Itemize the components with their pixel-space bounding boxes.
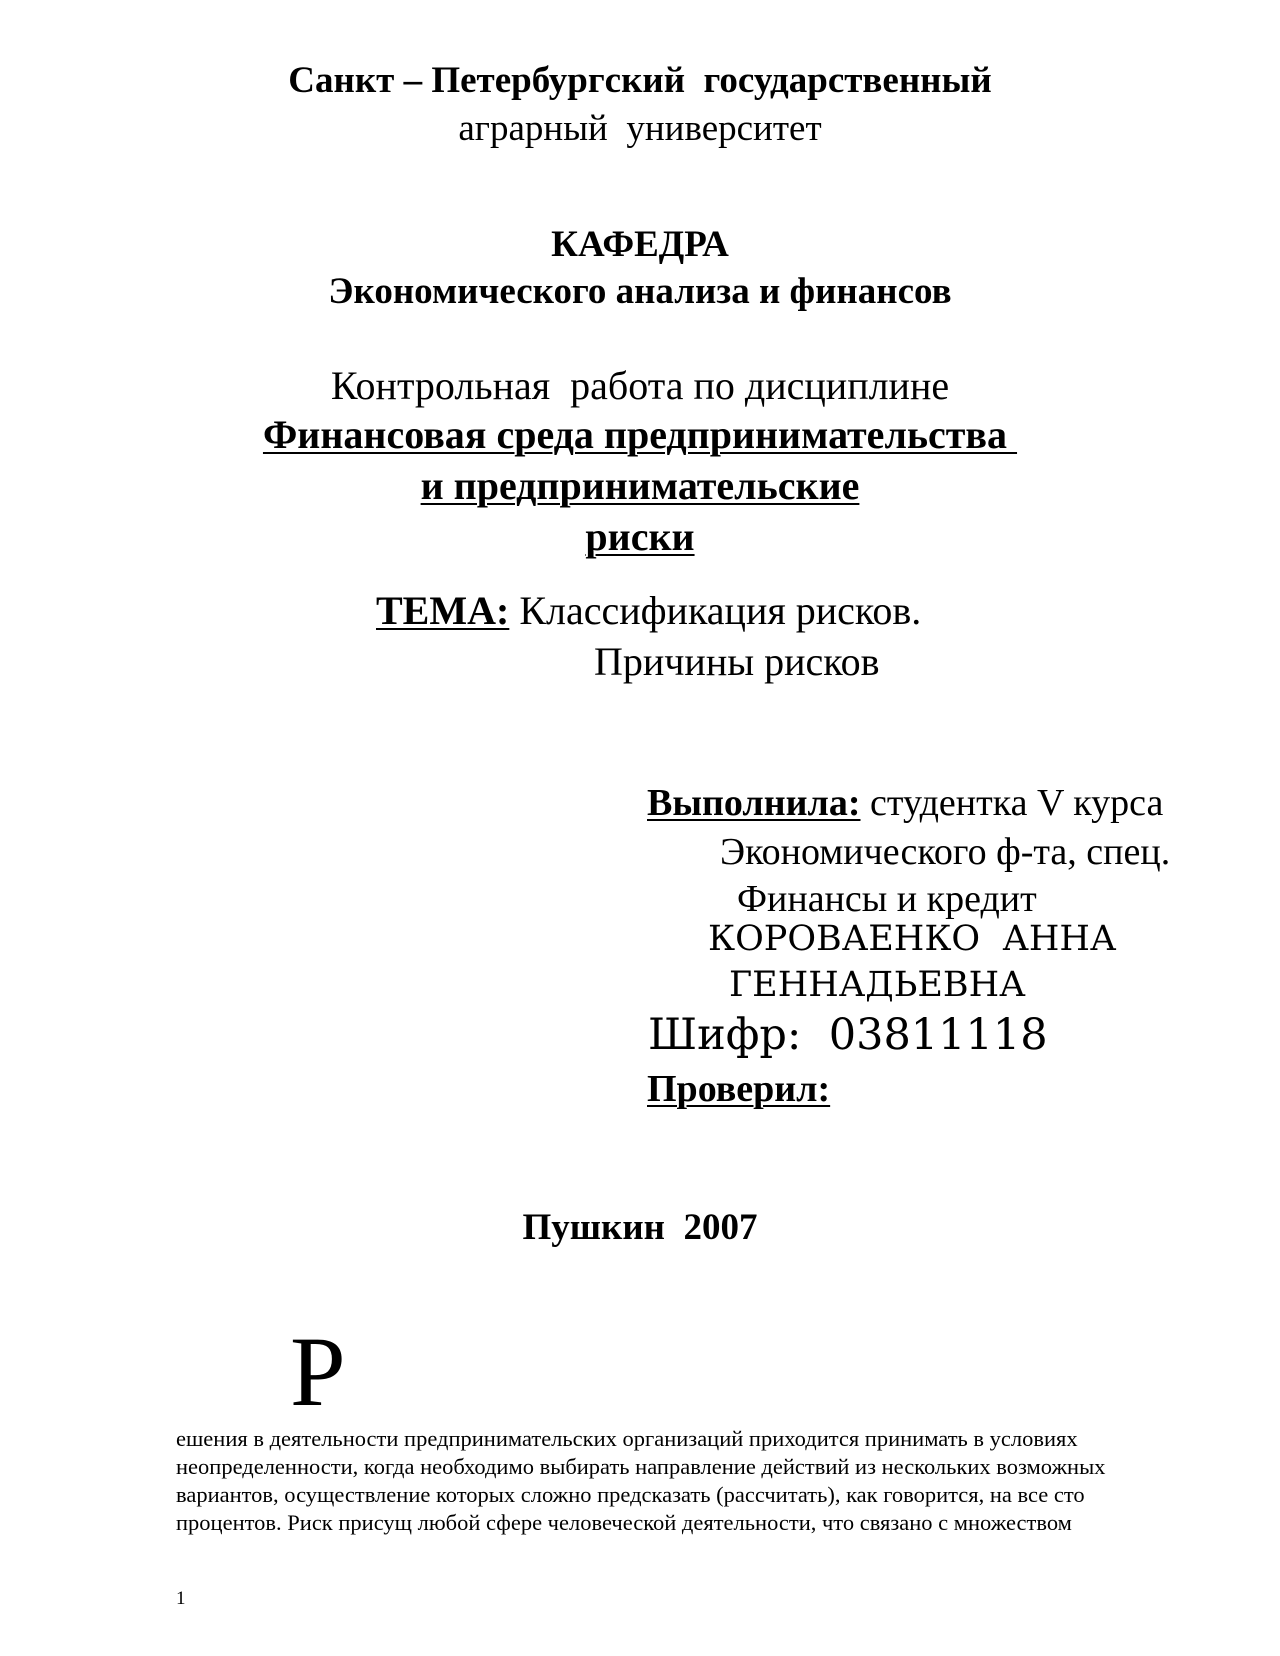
- discipline-line3: [0, 514, 1280, 559]
- checked-by-label: Проверил:: [647, 1068, 831, 1110]
- university-name-line2: аграрный университет: [458, 108, 822, 149]
- topic-text-line2: Причины рисков: [594, 639, 880, 684]
- discipline-line1: [0, 412, 1280, 457]
- student-name-line1: КОРОВАЕНКО АННА: [708, 919, 1117, 959]
- specialty-line: Финансы и кредит: [737, 878, 1037, 920]
- department-title: КАФЕДРА: [551, 224, 729, 265]
- body-line: процентов. Риск присущ любой сфере человеческой деятельности, что связано с множеством: [176, 1510, 1072, 1535]
- body-line: вариантов, осуществление которых сложно предсказать (рассчитать), как говорится, на все сто: [176, 1482, 1085, 1507]
- discipline-line2: [0, 463, 1280, 508]
- discipline-line1-text: Финансовая среда предпринимательства: [262, 412, 1018, 457]
- discipline-line2-text: и предпринимательские: [420, 463, 860, 508]
- student-code: Шифр: 03811118: [648, 1010, 1048, 1060]
- topic-line1: [376, 588, 922, 633]
- body-line: неопределенности, когда необходимо выбирать направление действий из нескольких возможных: [176, 1454, 1106, 1479]
- work-kind: Контрольная работа по дисциплине: [330, 363, 950, 408]
- performed-by-line: [647, 784, 1163, 822]
- performed-label: Выполнила:: [647, 782, 861, 824]
- performed-value: студентка V курса: [860, 782, 1164, 824]
- drop-cap: Р: [290, 1316, 346, 1427]
- topic-text-line1: Классификация рисков.: [509, 588, 922, 633]
- department-name: Экономического анализа и финансов: [328, 271, 952, 312]
- body-paragraph: [176, 1425, 1216, 1537]
- body-line: ешения в деятельности предпринимательских организаций приходится принимать в условиях: [176, 1426, 1078, 1451]
- topic-label: ТЕМА:: [376, 588, 510, 633]
- discipline-line3-text: риски: [585, 514, 695, 559]
- faculty-line: Экономического ф-та, спец.: [720, 831, 1171, 873]
- student-name-line2: ГЕННАДЬЕВНА: [729, 965, 1026, 1005]
- university-name-line1: Санкт – Петербургский государственный: [288, 60, 992, 101]
- page-number: 1: [176, 1588, 186, 1609]
- city-year: Пушкин 2007: [522, 1207, 758, 1248]
